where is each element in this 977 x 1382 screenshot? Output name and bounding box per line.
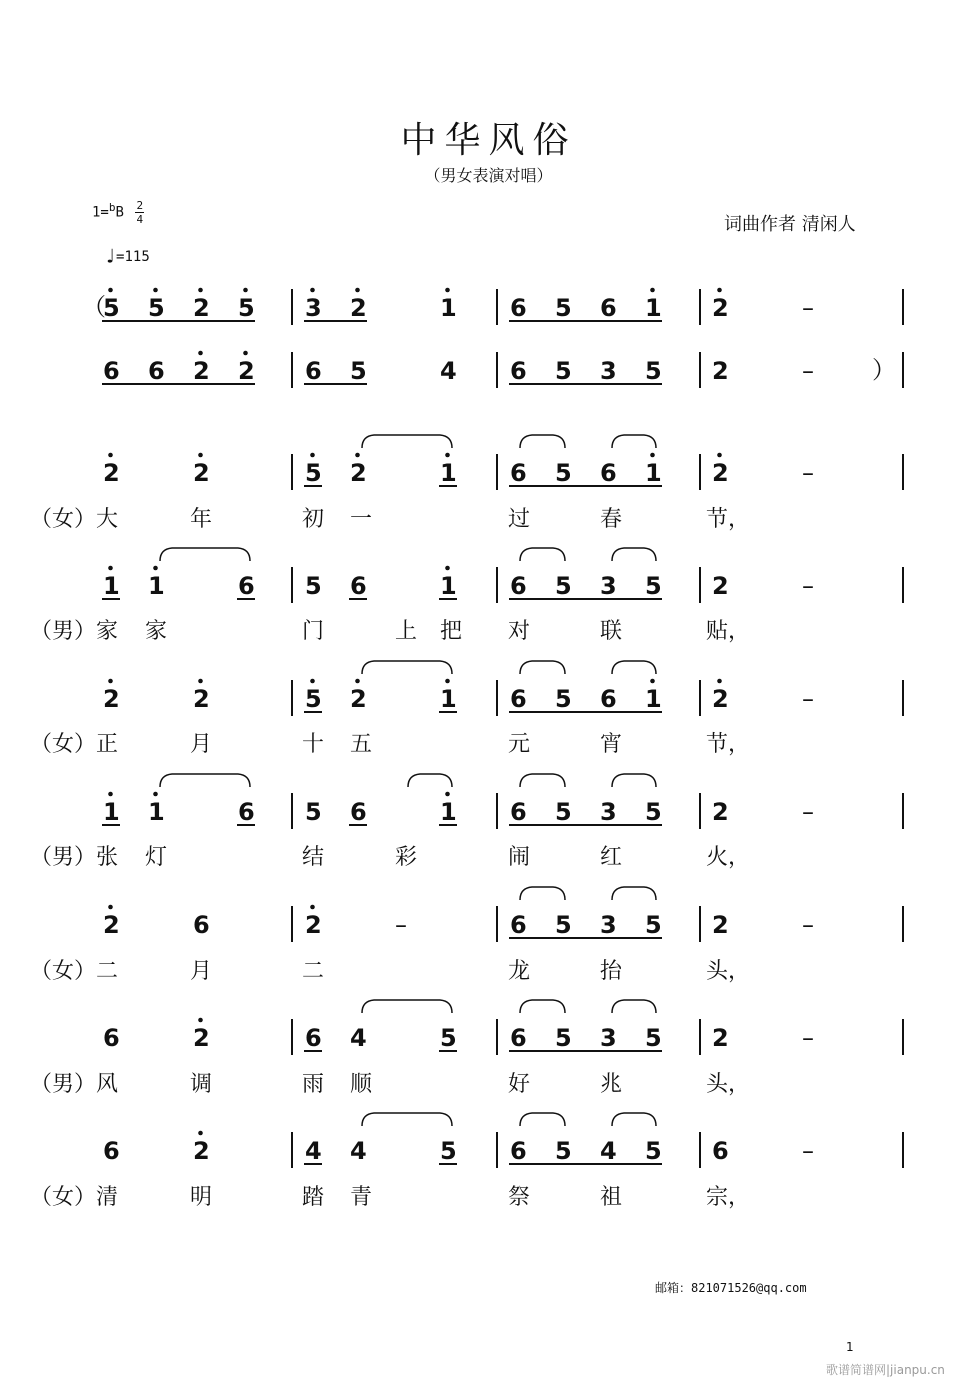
high-octave-dot <box>717 288 722 293</box>
lyric-syllable: 龙 <box>508 959 531 984</box>
dash-sustain: – <box>395 911 407 939</box>
lyric-syllable: 闹 <box>508 845 531 870</box>
lyric-syllable: 节， <box>706 732 751 757</box>
note-digit: 6 <box>600 294 617 322</box>
high-octave-dot <box>198 1018 203 1023</box>
note-digit: 6 <box>193 911 210 939</box>
high-octave-dot <box>198 679 203 684</box>
high-octave-dot <box>243 351 248 356</box>
high-octave-dot <box>717 453 722 458</box>
key-prefix: 1= <box>92 204 109 221</box>
slur-arc <box>520 661 565 674</box>
slur-arc <box>362 435 452 448</box>
note-digit: 6 <box>712 1137 729 1165</box>
slur-arc <box>520 1000 565 1013</box>
note-digit: 3 <box>305 294 322 322</box>
note-digit: 2 <box>350 459 367 487</box>
high-octave-dot <box>108 679 113 684</box>
high-octave-dot <box>650 453 655 458</box>
note-digit: 1 <box>440 294 457 322</box>
lyric-syllable: （女）大 <box>30 507 119 532</box>
high-octave-dot <box>108 566 113 571</box>
lyric-syllable: 上 <box>395 619 418 644</box>
lyric-syllable: 抬 <box>600 959 623 984</box>
contact-email: 邮箱：821071526@qq.com <box>655 1281 807 1295</box>
note-digit: 6 <box>238 798 255 826</box>
high-octave-dot <box>153 566 158 571</box>
note-digit: 2 <box>712 911 729 939</box>
high-octave-dot <box>108 453 113 458</box>
note-digit: 6 <box>103 1024 120 1052</box>
note-digit: 6 <box>510 685 527 713</box>
lyric-syllable: 祭 <box>508 1185 531 1210</box>
high-octave-dot <box>108 792 113 797</box>
note-digit: 2 <box>712 685 729 713</box>
note-digit: 1 <box>440 685 457 713</box>
note-digit: 1 <box>440 459 457 487</box>
note-digit: 2 <box>305 911 322 939</box>
author-credit: 词曲作者 清闲人 <box>724 214 856 235</box>
lyric-syllable: 家 <box>145 619 168 644</box>
note-digit: 6 <box>510 798 527 826</box>
song-title: 中华风俗 <box>400 120 577 161</box>
dash-sustain: – <box>802 1137 814 1165</box>
note-digit: 5 <box>645 911 662 939</box>
time-denominator: 4 <box>136 213 144 226</box>
lyric-syllable: 对 <box>508 619 531 644</box>
lyric-syllable: 十 <box>302 732 325 757</box>
note-digit: 2 <box>193 294 210 322</box>
lyric-syllable: （女）二 <box>30 959 119 984</box>
note-digit: 6 <box>600 685 617 713</box>
note-digit: 5 <box>555 294 572 322</box>
quarter-note-icon: ♩ <box>104 244 117 268</box>
lyric-syllable: （女）清 <box>30 1185 119 1210</box>
slur-arc <box>520 1113 565 1126</box>
note-digit: 5 <box>305 798 322 826</box>
slur-arc <box>612 774 656 787</box>
slur-arc <box>612 887 656 900</box>
note-digit: 5 <box>645 1137 662 1165</box>
note-digit: 1 <box>103 572 120 600</box>
lyric-syllable: 红 <box>600 845 623 870</box>
key-note: B <box>115 204 124 221</box>
time-numerator: 2 <box>136 199 144 212</box>
slur-arc <box>612 1113 656 1126</box>
note-digit: 1 <box>440 798 457 826</box>
watermark-footer: 歌谱简谱网|jianpu.cn <box>826 1363 945 1377</box>
intro-open-paren: （ <box>82 293 106 321</box>
note-digit: 2 <box>193 357 210 385</box>
dash-sustain: – <box>802 798 814 826</box>
high-octave-dot <box>445 792 450 797</box>
lyric-syllable: 联 <box>600 619 623 644</box>
lyric-syllable: 节， <box>706 507 751 532</box>
slur-arc <box>520 548 565 561</box>
note-digit: 5 <box>555 1137 572 1165</box>
high-octave-dot <box>198 351 203 356</box>
note-digit: 2 <box>712 357 729 385</box>
note-digit: 5 <box>645 798 662 826</box>
note-digit: 5 <box>238 294 255 322</box>
note-digit: 2 <box>712 294 729 322</box>
note-digit: 5 <box>305 572 322 600</box>
high-octave-dot <box>198 288 203 293</box>
note-digit: 1 <box>148 798 165 826</box>
lyric-syllable: 二 <box>302 959 325 984</box>
high-octave-dot <box>445 453 450 458</box>
note-digit: 4 <box>600 1137 617 1165</box>
lyric-syllable: 头， <box>706 959 751 984</box>
lyric-syllable: 把 <box>440 619 463 644</box>
note-digit: 5 <box>350 357 367 385</box>
page-number: 1 <box>846 1340 854 1354</box>
dash-sustain: – <box>802 572 814 600</box>
note-digit: 2 <box>193 459 210 487</box>
intro-close-paren: ） <box>872 356 896 384</box>
lyric-syllable: （男）张 <box>30 845 119 870</box>
high-octave-dot <box>717 679 722 684</box>
dash-sustain: – <box>802 459 814 487</box>
lyric-syllable: 顺 <box>350 1072 373 1097</box>
lyric-syllable: 门 <box>302 619 325 644</box>
lyric-syllable: 雨 <box>302 1072 325 1097</box>
note-digit: 5 <box>440 1137 457 1165</box>
lyric-syllable: 初 <box>302 507 325 532</box>
high-octave-dot <box>153 792 158 797</box>
note-digit: 2 <box>193 685 210 713</box>
slur-arc <box>612 435 656 448</box>
note-digit: 6 <box>350 572 367 600</box>
note-digit: 6 <box>600 459 617 487</box>
high-octave-dot <box>310 905 315 910</box>
note-digit: 6 <box>305 1024 322 1052</box>
lyric-syllable: （男）家 <box>30 619 119 644</box>
high-octave-dot <box>650 679 655 684</box>
note-digit: 5 <box>645 1024 662 1052</box>
high-octave-dot <box>445 288 450 293</box>
note-digit: 1 <box>148 572 165 600</box>
note-digit: 2 <box>103 911 120 939</box>
slur-arc <box>160 548 250 561</box>
high-octave-dot <box>108 905 113 910</box>
slur-arc <box>362 1000 452 1013</box>
note-digit: 5 <box>645 357 662 385</box>
note-digit: 2 <box>103 459 120 487</box>
slur-arc <box>160 774 250 787</box>
note-digit: 4 <box>440 357 457 385</box>
note-digit: 1 <box>645 685 662 713</box>
lyric-syllable: 月 <box>190 732 213 757</box>
lyric-syllable: 好 <box>508 1072 531 1097</box>
note-digit: 5 <box>305 459 322 487</box>
lyric-syllable: 年 <box>190 507 213 532</box>
tempo-value: =115 <box>116 249 150 265</box>
slur-arc <box>362 661 452 674</box>
note-digit: 5 <box>305 685 322 713</box>
lyric-syllable: 灯 <box>145 845 168 870</box>
note-digit: 2 <box>350 294 367 322</box>
high-octave-dot <box>310 453 315 458</box>
note-digit: 6 <box>510 1024 527 1052</box>
high-octave-dot <box>108 288 113 293</box>
slur-arc <box>408 774 452 787</box>
note-digit: 6 <box>103 357 120 385</box>
slur-arc <box>520 887 565 900</box>
lyric-syllable: 明 <box>190 1185 213 1210</box>
note-digit: 3 <box>600 1024 617 1052</box>
lyric-syllable: 过 <box>508 507 531 532</box>
dash-sustain: – <box>802 911 814 939</box>
lyric-syllable: 头， <box>706 1072 751 1097</box>
high-octave-dot <box>243 288 248 293</box>
note-digit: 6 <box>238 572 255 600</box>
note-digit: 2 <box>350 685 367 713</box>
high-octave-dot <box>355 453 360 458</box>
note-digit: 1 <box>645 459 662 487</box>
note-digit: 6 <box>510 1137 527 1165</box>
note-digit: 5 <box>555 798 572 826</box>
note-digit: 2 <box>238 357 255 385</box>
lyric-syllable: （女）正 <box>30 732 119 757</box>
note-digit: 5 <box>555 357 572 385</box>
note-digit: 4 <box>350 1137 367 1165</box>
note-digit: 6 <box>305 357 322 385</box>
lyric-syllable: 祖 <box>600 1185 623 1210</box>
note-digit: 2 <box>712 459 729 487</box>
lyric-syllable: 贴， <box>706 619 751 644</box>
lyric-syllable: 春 <box>600 507 623 532</box>
note-digit: 5 <box>555 1024 572 1052</box>
high-octave-dot <box>310 679 315 684</box>
lyric-syllable: 调 <box>190 1072 213 1097</box>
note-digit: 6 <box>103 1137 120 1165</box>
lyric-syllable: 宵 <box>600 732 623 757</box>
note-digit: 5 <box>103 294 120 322</box>
high-octave-dot <box>650 288 655 293</box>
slur-arc <box>520 435 565 448</box>
note-digit: 1 <box>645 294 662 322</box>
lyric-syllable: 结 <box>302 845 325 870</box>
high-octave-dot <box>310 288 315 293</box>
note-digit: 5 <box>555 572 572 600</box>
note-digit: 6 <box>510 294 527 322</box>
note-digit: 5 <box>555 459 572 487</box>
note-digit: 6 <box>350 798 367 826</box>
note-digit: 5 <box>555 911 572 939</box>
note-digit: 2 <box>712 1024 729 1052</box>
note-digit: 6 <box>148 357 165 385</box>
note-digit: 2 <box>712 798 729 826</box>
lyric-syllable: 元 <box>508 732 531 757</box>
slur-arc <box>362 1113 452 1126</box>
dash-sustain: – <box>802 357 814 385</box>
note-digit: 5 <box>148 294 165 322</box>
key-flat: b <box>108 200 116 214</box>
lyric-syllable: 一 <box>350 507 373 532</box>
lyric-syllable: 五 <box>350 732 373 757</box>
lyric-syllable: 踏 <box>302 1185 325 1210</box>
high-octave-dot <box>198 1131 203 1136</box>
note-digit: 6 <box>510 572 527 600</box>
note-digit: 3 <box>600 357 617 385</box>
high-octave-dot <box>445 679 450 684</box>
note-digit: 2 <box>193 1137 210 1165</box>
note-digit: 2 <box>712 572 729 600</box>
lyric-syllable: 彩 <box>395 845 418 870</box>
slur-arc <box>612 548 656 561</box>
note-digit: 1 <box>103 798 120 826</box>
high-octave-dot <box>355 679 360 684</box>
note-digit: 4 <box>305 1137 322 1165</box>
note-digit: 2 <box>103 685 120 713</box>
lyric-syllable: 兆 <box>600 1072 623 1097</box>
note-digit: 4 <box>350 1024 367 1052</box>
note-digit: 5 <box>645 572 662 600</box>
note-digit: 5 <box>555 685 572 713</box>
lyric-syllable: 青 <box>350 1185 373 1210</box>
high-octave-dot <box>198 453 203 458</box>
lyric-syllable: 月 <box>190 959 213 984</box>
note-digit: 5 <box>440 1024 457 1052</box>
dash-sustain: – <box>802 1024 814 1052</box>
high-octave-dot <box>153 288 158 293</box>
high-octave-dot <box>445 566 450 571</box>
note-digit: 3 <box>600 911 617 939</box>
note-digit: 3 <box>600 572 617 600</box>
dash-sustain: – <box>802 685 814 713</box>
lyric-syllable: 火， <box>706 845 751 870</box>
slur-arc <box>612 1000 656 1013</box>
high-octave-dot <box>355 288 360 293</box>
lyric-syllable: 宗， <box>706 1185 751 1210</box>
song-subtitle: （男女表演对唱） <box>424 166 553 185</box>
note-digit: 6 <box>510 459 527 487</box>
note-digit: 1 <box>440 572 457 600</box>
dash-sustain: – <box>802 294 814 322</box>
slur-arc <box>612 661 656 674</box>
slur-arc <box>520 774 565 787</box>
note-digit: 6 <box>510 911 527 939</box>
note-digit: 2 <box>193 1024 210 1052</box>
note-digit: 6 <box>510 357 527 385</box>
note-digit: 3 <box>600 798 617 826</box>
lyric-syllable: （男）风 <box>30 1072 119 1097</box>
